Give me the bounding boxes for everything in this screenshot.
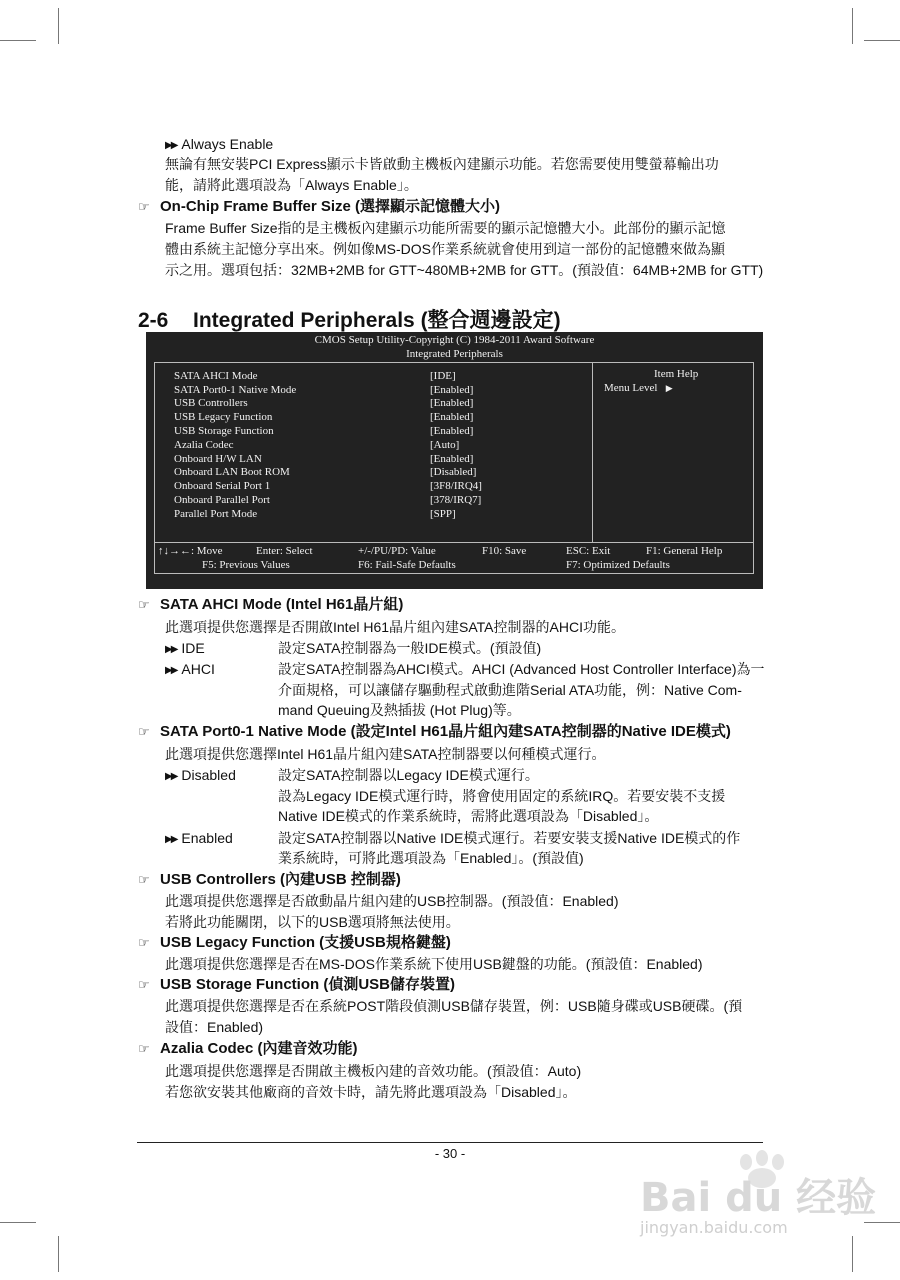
right-triangle-icon: ▶ [665, 383, 673, 393]
bios-key-move: ↑↓→←: Move [158, 545, 223, 557]
always-enable-option: ▶▶ Always Enable [165, 136, 274, 152]
bios-item-value[interactable]: [IDE] [430, 370, 456, 382]
section-number: 2-6 [138, 309, 169, 332]
bios-item-label[interactable]: SATA Port0-1 Native Mode [174, 384, 297, 396]
crop-mark [58, 8, 59, 44]
footer-rule [137, 1142, 763, 1143]
bios-item-label[interactable]: Azalia Codec [174, 439, 234, 451]
frame-buffer-desc: 體由系統主記憶分享出來。例如像MS-DOS作業系統就會使用到這一部份的記憶體來做為顯 [165, 241, 725, 257]
enabled-desc: 業系統時，可將此選項設為「Enabled」。(預設值) [278, 850, 584, 866]
ide-desc: 設定SATA控制器為一般IDE模式。(預設值) [278, 640, 542, 656]
bios-divider [154, 542, 753, 543]
usb-storage-desc: 設值：Enabled) [165, 1019, 264, 1035]
pointing-hand-icon: ☞ [138, 597, 150, 612]
bios-item-value[interactable]: [Auto] [430, 439, 460, 451]
disabled-desc: 設定SATA控制器以Legacy IDE模式運行。 [278, 767, 539, 783]
bios-divider [592, 362, 593, 542]
bios-item-label[interactable]: USB Legacy Function [174, 411, 273, 423]
usb-storage-heading: ☞ USB Storage Function (偵測USB儲存裝置) [138, 976, 455, 993]
bios-subheader: Integrated Peripherals [406, 348, 503, 360]
azalia-desc: 若您欲安裝其他廠商的音效卡時，請先將此選項設為「Disabled」。 [165, 1084, 577, 1100]
bios-item-value[interactable]: [Enabled] [430, 397, 474, 409]
ahci-desc: 設定SATA控制器為AHCI模式。AHCI (Advanced Host Controller Interface)為一 [278, 661, 765, 677]
usb-controllers-heading: ☞ USB Controllers (內建USB 控制器) [138, 871, 401, 888]
disabled-option: ▶▶ Disabled [165, 767, 236, 783]
bios-item-value[interactable]: [378/IRQ7] [430, 494, 482, 506]
frame-buffer-desc: Frame Buffer Size指的是主機板內建顯示功能所需要的顯示記憶體大小。此部份的顯示記憶 [165, 220, 726, 236]
bios-item-value[interactable]: [Enabled] [430, 384, 474, 396]
disabled-desc: 設為Legacy IDE模式運行時，將會使用固定的系統IRQ。若要安裝不支援 [278, 788, 726, 804]
bios-item-label[interactable]: USB Storage Function [174, 425, 274, 437]
crop-mark [0, 40, 36, 41]
pointing-hand-icon: ☞ [138, 872, 150, 887]
bios-key-previous: F5: Previous Values [202, 559, 290, 571]
bios-item-value[interactable]: [Enabled] [430, 411, 474, 423]
usb-controllers-desc: 若將此功能關閉，以下的USB選項將無法使用。 [165, 914, 460, 930]
crop-mark [852, 8, 853, 44]
sata-ahci-desc: 此選項提供您選擇是否開啟Intel H61晶片組內建SATA控制器的AHCI功能。 [165, 619, 625, 635]
frame-buffer-desc: 示之用。選項包括：32MB+2MB for GTT~480MB+2MB for GTT。(預設值：64MB+2MB for GTT) [165, 262, 764, 278]
bios-key-enter: Enter: Select [256, 545, 313, 557]
bios-key-failsafe: F6: Fail-Safe Defaults [358, 559, 456, 571]
bios-key-optimized: F7: Optimized Defaults [566, 559, 670, 571]
sata-native-heading: ☞ SATA Port0-1 Native Mode (設定Intel H61晶片組內建SATA控制器的Native IDE模式) [138, 723, 731, 740]
bios-item-label[interactable]: Onboard Parallel Port [174, 494, 270, 506]
bios-item-value[interactable]: [Enabled] [430, 425, 474, 437]
always-enable-desc: 能，請將此選項設為「Always Enable」。 [165, 177, 418, 193]
bios-help-title: Item Help [654, 368, 699, 380]
double-arrow-icon: ▶▶ [165, 771, 177, 782]
double-arrow-icon: ▶▶ [165, 834, 177, 845]
bios-screen [146, 332, 763, 589]
ide-option: ▶▶ IDE [165, 640, 205, 656]
pointing-hand-icon: ☞ [138, 199, 150, 214]
section-title: 2-6 Integrated Peripherals (整合週邊設定) [138, 309, 561, 332]
bios-key-exit: ESC: Exit [566, 545, 611, 557]
sata-native-desc: 此選項提供您選擇Intel H61晶片組內建SATA控制器要以何種模式運行。 [165, 746, 606, 762]
always-enable-desc: 無論有無安裝PCI Express顯示卡皆啟動主機板內建顯示功能。若您需要使用雙螢幕輸出功 [165, 156, 719, 172]
double-arrow-icon: ▶▶ [165, 140, 177, 151]
ahci-option: ▶▶ AHCI [165, 661, 215, 677]
bios-item-label[interactable]: Onboard LAN Boot ROM [174, 466, 290, 478]
double-arrow-icon: ▶▶ [165, 644, 177, 655]
sata-ahci-heading: ☞ SATA AHCI Mode (Intel H61晶片組) [138, 596, 404, 613]
usb-legacy-heading: ☞ USB Legacy Function (支援USB規格鍵盤) [138, 934, 451, 951]
bios-header: CMOS Setup Utility-Copyright (C) 1984-2011 Award Software [314, 334, 595, 346]
azalia-desc: 此選項提供您選擇是否開啟主機板內建的音效功能。(預設值：Auto) [165, 1063, 582, 1079]
bios-item-label[interactable]: Onboard Serial Port 1 [174, 480, 271, 492]
crop-mark [0, 1222, 36, 1223]
usb-controllers-desc: 此選項提供您選擇是否啟動晶片組內建的USB控制器。(預設值：Enabled) [165, 893, 619, 909]
ahci-desc: mand Queuing及熱插拔 (Hot Plug)等。 [278, 702, 521, 718]
bios-item-value[interactable]: [Disabled] [430, 466, 477, 478]
bios-item-value[interactable]: [3F8/IRQ4] [430, 480, 482, 492]
bios-item-value[interactable]: [Enabled] [430, 453, 474, 465]
usb-legacy-desc: 此選項提供您選擇是否在MS-DOS作業系統下使用USB鍵盤的功能。(預設值：Enabled) [165, 956, 703, 972]
crop-mark [58, 1236, 59, 1272]
bios-help-menu-level: Menu Level ▶ [604, 382, 673, 394]
enabled-option: ▶▶ Enabled [165, 830, 233, 846]
bios-key-help: F1: General Help [646, 545, 723, 557]
usb-storage-desc: 此選項提供您選擇是否在系統POST階段偵測USB儲存裝置，例：USB隨身碟或USB硬碟。(預 [165, 998, 743, 1014]
bios-key-value: +/-/PU/PD: Value [358, 545, 436, 557]
bios-item-label[interactable]: USB Controllers [174, 397, 248, 409]
double-arrow-icon: ▶▶ [165, 665, 177, 676]
bios-item-label[interactable]: Parallel Port Mode [174, 508, 258, 520]
disabled-desc: Native IDE模式的作業系統時，需將此選項設為「Disabled」。 [278, 808, 659, 824]
ahci-desc: 介面規格，可以讓儲存驅動程式啟動進階Serial ATA功能，例：Native Com- [278, 682, 742, 698]
bios-item-label[interactable]: Onboard H/W LAN [174, 453, 262, 465]
pointing-hand-icon: ☞ [138, 1041, 150, 1056]
watermark-brand: Bai du 经验 [640, 1175, 877, 1221]
azalia-heading: ☞ Azalia Codec (內建音效功能) [138, 1040, 358, 1057]
frame-buffer-heading: ☞ On-Chip Frame Buffer Size (選擇顯示記憶體大小) [138, 198, 501, 215]
crop-mark [864, 40, 900, 41]
bios-key-save: F10: Save [482, 545, 527, 557]
bios-item-value[interactable]: [SPP] [430, 508, 456, 520]
pointing-hand-icon: ☞ [138, 977, 150, 992]
watermark-url: jingyan.baidu.com [640, 1218, 788, 1237]
pointing-hand-icon: ☞ [138, 935, 150, 950]
bios-item-label[interactable]: SATA AHCI Mode [174, 370, 258, 382]
pointing-hand-icon: ☞ [138, 724, 150, 739]
page-number: - 30 - [434, 1146, 466, 1161]
enabled-desc: 設定SATA控制器以Native IDE模式運行。若要安裝支援Native IDE模式的作 [278, 830, 741, 846]
